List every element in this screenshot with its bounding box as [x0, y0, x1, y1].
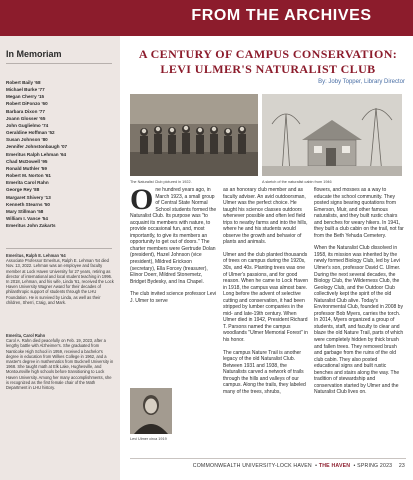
memoriam-name: Robert Baily '68 — [6, 80, 41, 85]
banner-title: FROM THE ARCHIVES — [191, 7, 372, 24]
article-paragraph: Ulmer and the club planted thousands of trees on campus during the 1920s, 30s, and 40s. Planting trees was one of Ulmer's passions, and for good reason. When he came to Lock Haven in 1918, the campus was almost bare. Long before the advent of selective cutting and conservation, it had been stripped by lumber companies in the mid- and late-19th century. When Ulmer died in 1942, President Richard T. Parsons named the campus woodlands "Ulmer Memorial Forest" in his honor. — [223, 251, 309, 344]
article-paragraph: as an honorary club member and as faculty adviser. An avid outdoorsman, Ulmer was the perfect choice. He taught his science classes outdoors whenever possible and often led field trips to nearby farms and into the hills, where he and his students would observe the growth and behavior of plants and animals. — [223, 187, 308, 246]
cabin-sketch — [262, 94, 402, 176]
obituary-text: Carol A. Rahn died peacefully on Feb. 19, 2023, after a lengthy battle with Alzheimer's. She graduated from Nanticoke High School in 1959, received a bachelor's degree in education from Wilkes College in 1962, and a master's degree in mathematics from Bucknell University in 1968. She taught math at Elk Lake, Hughesville, and Montoursville high schools before transitioning to Lock Haven University. Among her many accomplishments, she is recognized as the first female chair of the Math Department in LHU history. — [6, 338, 114, 391]
article-column-2 — [223, 187, 309, 401]
memoriam-name: Kenneth Stearns '50 — [6, 201, 50, 207]
article-headline: A CENTURY OF CAMPUS CONSERVATION: — [138, 47, 398, 61]
memoriam-name: Robert M. Norton '61 — [6, 173, 51, 179]
memoriam-name: Emeritus Ralph Lehman '64 — [6, 151, 67, 157]
obituary-name: Emeritus, Ralph E. Lehman '64 — [6, 253, 66, 258]
memoriam-name: Ronald Muthler '59 — [6, 165, 47, 171]
footer-university: COMMONWEALTH UNIVERSITY-LOCK HAVEN — [192, 463, 312, 469]
obituary-rahn — [6, 333, 114, 390]
page-number: 23 — [398, 463, 405, 469]
page-footer: COMMONWEALTH UNIVERSITY-LOCK HAVEN • THE HAVEN • SPRING 2023 23 — [192, 463, 405, 469]
group-photo-image — [130, 94, 258, 176]
obituary-text: Associate Professor Emeritus, Ralph E. Lehman '64 died Nov. 13, 2022. Lehman was an employee and faculty member at Lock Haven University for 27 years, retiring as director of international and local student teaching in 1996. In 2018, Lehman, and his wife, Linda '61, received the Lock Haven University Wagner Award for their decades of philanthropic support of students through the LHU Foundation. He is survived by Linda, as well as their children, Sherri, Craig, and Mark. — [6, 258, 114, 305]
paragraph-text: ne hundred years ago, in March 1923, a small group of Central State Normal School students formed the Naturalist Club. Its purpose was "to acquaint its members with nature, to provide occasional fun, and, most importantly, to give its members an opportunity to get out of doors." The charter members were Gertrude Dolan (president), Hazel Johnson (vice president), Mildred Erickson (secretary), Ella Forcey (treasurer), Elinor Doerr, Mildred Stonemetz, Bridget Bydesky, and Ina Chapel. — [130, 187, 217, 285]
memoriam-name: Jennifer Johnstonbaugh '07 — [6, 144, 68, 150]
levi-ulmer-portrait — [130, 388, 172, 434]
photo-caption: Levi Ulmer circa 1919 — [130, 437, 167, 441]
memoriam-name: Megan Cherry '15 — [6, 94, 45, 100]
memoriam-name: George Rey '88 — [6, 187, 40, 193]
memoriam-name: Emeritus John Zakarts — [6, 223, 56, 229]
article-paragraph: The club invited science professor Levi J. Ulmer to serve — [130, 291, 217, 304]
memoriam-heading: In Memoriam — [6, 49, 62, 59]
article-column-1 — [130, 183, 218, 310]
memoriam-name-list — [6, 79, 116, 229]
memoriam-name: Emerita Carol Rahn — [6, 180, 49, 186]
article-byline: By: Joby Topper, Library Director — [318, 79, 405, 85]
footer-issue: SPRING 2023 — [357, 463, 393, 469]
photo-caption: The Naturalist Club pictured in 1922. — [130, 180, 192, 184]
memoriam-name: Geraldine Hoffman '52 — [6, 130, 55, 136]
article-column-3 — [314, 187, 404, 402]
memoriam-divider — [6, 63, 112, 64]
photo-caption: A sketch of the naturalist cabin from 1946 — [262, 180, 332, 184]
article-paragraph — [130, 183, 218, 285]
article-subheadline: LEVI ULMER'S NATURALIST CLUB — [160, 62, 376, 76]
memoriam-name: Barbara Dixon '77 — [6, 108, 45, 114]
footer-publication: THE HAVEN — [318, 463, 351, 469]
article-paragraph: When the Naturalist Club dissolved in 1958, its mission was inherited by the newly formed Biology Club, led by Levi Ulmer's son, professor David C. Ulmer. During the next several decades, the Biology Club, the Wilderness Club, the Geology Club, and the Outdoor Club collectively kept the spirit of the old Naturalist Club alive. Today's Environmental Club, founded in 2008 by professor Bob Myers, carries the torch. In 2014, Myers organized a group of students, staff, and faculty to clear and blaze the old Nature Trail, parts of which were completely hidden by thick brush and fallen trees. They removed brush and garbage from the ruins of the old club cabin. They also posted educational signs and built rustic benches and stairs along the way. The tradition of stewardship and conservation started by Ulmer and the Naturalist Club lives on. — [314, 245, 404, 396]
memoriam-name: Robert DiFonzo '60 — [6, 101, 48, 107]
footer-divider — [130, 458, 406, 459]
obituary-lehman — [6, 253, 114, 305]
obituary-name: Emerita, Carol Rahn — [6, 333, 46, 338]
drop-cap: O — [130, 183, 154, 216]
article-paragraph: flowers, and mosses as a way to educate the school community. They posted signs bearing quotations from Emerson, Muir, and other famous naturalists, and they built rustic chairs and benches for weary hikers. In 1941, they built a club cabin on the trail, not far from the Beth Yehuda Cemetery. — [314, 187, 404, 239]
memoriam-name: Michael Burke '77 — [6, 87, 45, 93]
memoriam-name: Mary Stillman '58 — [6, 208, 44, 214]
memoriam-name: Joann Glosser '65 — [6, 115, 46, 121]
memoriam-name: Chad McDowell '95 — [6, 158, 48, 164]
archives-banner — [0, 0, 413, 36]
memoriam-name: William I. Vance '54 — [6, 215, 48, 221]
article-paragraph: The campus Nature Trail is another legacy of the old Naturalist Club. Between 1931 and 1938, the Naturalists carved a network of trails through the hills and valleys of our campus. Along the trails, they labeled many of the trees, shrubs, — [223, 349, 306, 395]
portrait-image — [130, 388, 172, 434]
bio-divider — [6, 248, 112, 249]
naturalist-club-photo — [130, 94, 258, 176]
memoriam-name: Susan Johnson '80 — [6, 137, 48, 143]
cabin-sketch-image — [262, 94, 402, 176]
memoriam-name: Margaret Shivery '13 — [6, 194, 51, 200]
memoriam-name: John Guglielmo '74 — [6, 122, 49, 128]
